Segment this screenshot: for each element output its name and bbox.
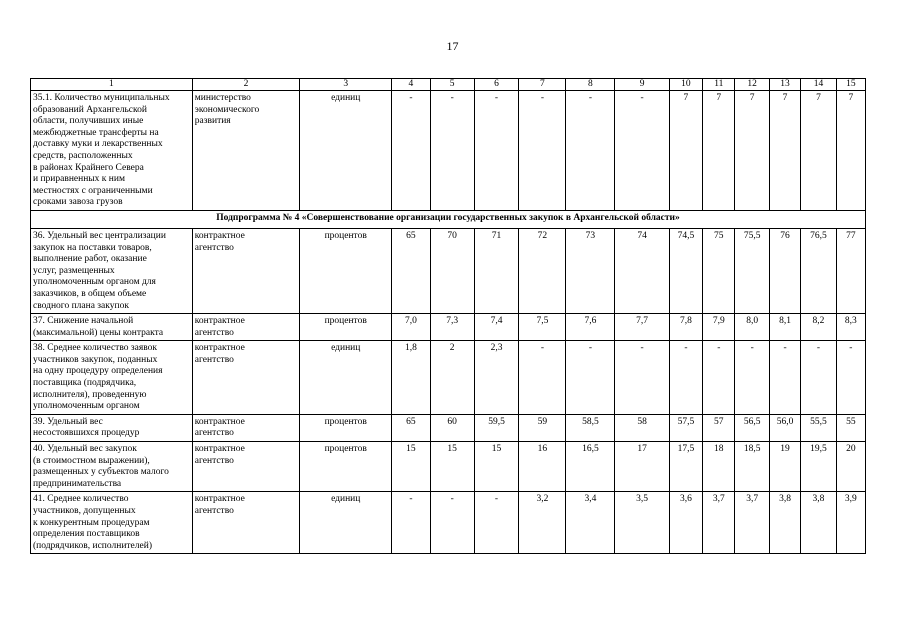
value-cell: 19,5 (801, 442, 836, 492)
value-cell: 15 (474, 442, 519, 492)
value-cell: 76,5 (801, 228, 836, 313)
subprogram-title: Подпрограмма № 4 «Совершенствование организации государственных закупок в Архангельской области» (31, 210, 866, 228)
value-cell: 7 (735, 91, 769, 211)
value-cell: 71 (474, 228, 519, 313)
value-cell: 70 (430, 228, 474, 313)
value-cell: - (566, 341, 615, 415)
value-cell: - (836, 341, 865, 415)
value-cell: 7,3 (430, 314, 474, 341)
table-row (31, 414, 866, 441)
value-cell: - (669, 341, 702, 415)
table-row (31, 91, 866, 211)
value-cell: 7 (801, 91, 836, 211)
value-cell: - (392, 492, 431, 554)
value-cell: - (474, 492, 519, 554)
header-row (31, 79, 866, 91)
value-cell: 7 (836, 91, 865, 211)
value-cell: 60 (430, 414, 474, 441)
value-cell: 7 (703, 91, 735, 211)
value-cell: 18,5 (735, 442, 769, 492)
value-cell: 8,0 (735, 314, 769, 341)
value-cell: 16 (519, 442, 566, 492)
header-cell: 9 (615, 79, 669, 91)
value-cell: 7,6 (566, 314, 615, 341)
value-cell: 2 (430, 341, 474, 415)
value-cell: - (615, 91, 669, 211)
header-cell: 2 (192, 79, 300, 91)
header-cell: 4 (392, 79, 431, 91)
value-cell: 58,5 (566, 414, 615, 441)
value-cell: 73 (566, 228, 615, 313)
value-cell: 1,8 (392, 341, 431, 415)
unit-cell: процентов (300, 314, 392, 341)
indicators-table (30, 78, 866, 554)
table-row (31, 442, 866, 492)
indicator-name-cell: 41. Среднее количество участников, допущенных к конкурентным процедурам определения поставщиков (подрядчиков, исполнителей) (31, 492, 193, 554)
subprogram-row (31, 210, 866, 228)
value-cell: 58 (615, 414, 669, 441)
value-cell: 2,3 (474, 341, 519, 415)
header-cell: 15 (836, 79, 865, 91)
responsible-cell: контрактное агентство (192, 414, 300, 441)
value-cell: 15 (392, 442, 431, 492)
responsible-cell: министерство экономического развития (192, 91, 300, 211)
table-row (31, 314, 866, 341)
value-cell: 7 (769, 91, 800, 211)
responsible-cell: контрактное агентство (192, 341, 300, 415)
header-cell: 3 (300, 79, 392, 91)
header-cell: 12 (735, 79, 769, 91)
value-cell: 3,6 (669, 492, 702, 554)
header-cell: 8 (566, 79, 615, 91)
value-cell: 77 (836, 228, 865, 313)
value-cell: 20 (836, 442, 865, 492)
value-cell: 56,0 (769, 414, 800, 441)
value-cell: 74 (615, 228, 669, 313)
value-cell: - (519, 91, 566, 211)
unit-cell: процентов (300, 228, 392, 313)
header-cell: 7 (519, 79, 566, 91)
value-cell: 59,5 (474, 414, 519, 441)
value-cell: - (703, 341, 735, 415)
value-cell: 7 (669, 91, 702, 211)
header-cell: 10 (669, 79, 702, 91)
value-cell: 7,0 (392, 314, 431, 341)
header-cell: 6 (474, 79, 519, 91)
value-cell: 74,5 (669, 228, 702, 313)
value-cell: 59 (519, 414, 566, 441)
value-cell: - (615, 341, 669, 415)
header-cell: 5 (430, 79, 474, 91)
responsible-cell: контрактное агентство (192, 228, 300, 313)
value-cell: - (392, 91, 431, 211)
value-cell: - (735, 341, 769, 415)
value-cell: 3,9 (836, 492, 865, 554)
value-cell: 57,5 (669, 414, 702, 441)
value-cell: - (519, 341, 566, 415)
header-cell: 1 (31, 79, 193, 91)
value-cell: 17,5 (669, 442, 702, 492)
value-cell: 55,5 (801, 414, 836, 441)
indicator-name-cell: 39. Удельный вес несостоявшихся процедур (31, 414, 193, 441)
value-cell: 75 (703, 228, 735, 313)
indicator-name-cell: 38. Среднее количество заявок участников закупок, поданных на одну процедуру определения поставщика (подрядчика, исполнителя), проведенную уполномоченным органом (31, 341, 193, 415)
unit-cell: единиц (300, 341, 392, 415)
value-cell: 7,9 (703, 314, 735, 341)
value-cell: 19 (769, 442, 800, 492)
value-cell: 76 (769, 228, 800, 313)
value-cell: 8,2 (801, 314, 836, 341)
header-cell: 11 (703, 79, 735, 91)
indicator-name-cell: 36. Удельный вес централизации закупок на поставки товаров, выполнение работ, оказание услуг, размещенных уполномоченным органом для заказчиков, в общем объеме сводного плана закупок (31, 228, 193, 313)
value-cell: 57 (703, 414, 735, 441)
value-cell: 8,1 (769, 314, 800, 341)
page-number: 17 (446, 39, 459, 53)
indicator-name-cell: 35.1. Количество муниципальных образований Архангельской области, получивших иные межбюджетные трансферты на доставку муки и лекарственных средств, расположенных в районах Крайнего Севера и приравненных к ним местностях с ограниченными сроками завоза грузов (31, 91, 193, 211)
value-cell: 18 (703, 442, 735, 492)
value-cell: 3,2 (519, 492, 566, 554)
value-cell: 3,4 (566, 492, 615, 554)
value-cell: 8,3 (836, 314, 865, 341)
table-row (31, 341, 866, 415)
responsible-cell: контрактное агентство (192, 492, 300, 554)
value-cell: 7,5 (519, 314, 566, 341)
unit-cell: процентов (300, 414, 392, 441)
indicator-name-cell: 40. Удельный вес закупок (в стоимостном выражении), размещенных у субъектов малого предпринимательства (31, 442, 193, 492)
value-cell: 3,7 (735, 492, 769, 554)
value-cell: - (430, 492, 474, 554)
value-cell: 7,4 (474, 314, 519, 341)
value-cell: 56,5 (735, 414, 769, 441)
value-cell: - (474, 91, 519, 211)
unit-cell: процентов (300, 442, 392, 492)
unit-cell: единиц (300, 91, 392, 211)
value-cell: - (801, 341, 836, 415)
value-cell: 16,5 (566, 442, 615, 492)
value-cell: - (566, 91, 615, 211)
value-cell: - (430, 91, 474, 211)
indicator-name-cell: 37. Снижение начальной (максимальной) цены контракта (31, 314, 193, 341)
value-cell: 72 (519, 228, 566, 313)
table-row (31, 492, 866, 554)
value-cell: 3,8 (769, 492, 800, 554)
responsible-cell: контрактное агентство (192, 314, 300, 341)
value-cell: 75,5 (735, 228, 769, 313)
unit-cell: единиц (300, 492, 392, 554)
value-cell: 3,8 (801, 492, 836, 554)
value-cell: 65 (392, 228, 431, 313)
value-cell: 17 (615, 442, 669, 492)
value-cell: 15 (430, 442, 474, 492)
responsible-cell: контрактное агентство (192, 442, 300, 492)
value-cell: 7,8 (669, 314, 702, 341)
value-cell: 3,7 (703, 492, 735, 554)
header-cell: 13 (769, 79, 800, 91)
value-cell: 7,7 (615, 314, 669, 341)
value-cell: - (769, 341, 800, 415)
value-cell: 55 (836, 414, 865, 441)
header-cell: 14 (801, 79, 836, 91)
value-cell: 3,5 (615, 492, 669, 554)
value-cell: 65 (392, 414, 431, 441)
table-row (31, 228, 866, 313)
